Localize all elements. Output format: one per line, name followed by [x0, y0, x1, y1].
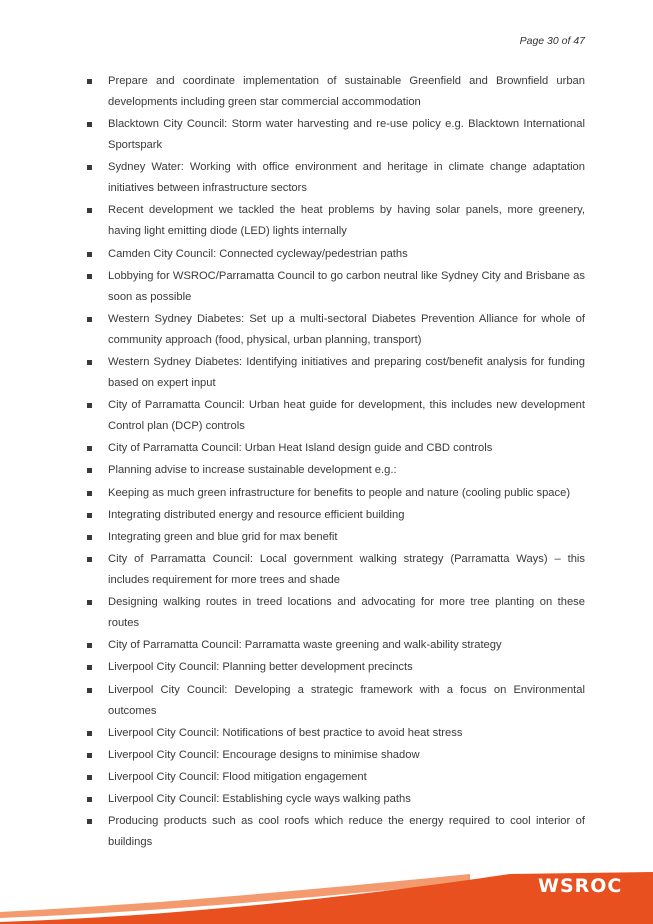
- list-item-text: Recent development we tackled the heat problems by having solar panels, more greenery, having light emitting diode (LED) lights internally: [108, 204, 585, 238]
- list-item-text: Western Sydney Diabetes: Set up a multi-sectoral Diabetes Prevention Alliance for whole of community approach (food, physical, urban planning, transport): [108, 312, 585, 346]
- list-item-text: Lobbying for WSROC/Parramatta Council to go carbon neutral like Sydney City and Brisbane as soon as possible: [108, 269, 585, 303]
- list-item-text: City of Parramatta Council: Parramatta waste greening and walk-ability strategy: [108, 639, 502, 652]
- bullet-icon: [87, 274, 92, 279]
- list-item-text: Blacktown City Council: Storm water harvesting and re-use policy e.g. Blacktown International Sportspark: [108, 118, 585, 152]
- list-item-text: Liverpool City Council: Encourage designs to minimise shadow: [108, 748, 420, 761]
- bullet-icon: [87, 317, 92, 322]
- bullet-icon: [87, 79, 92, 84]
- list-item-text: Producing products such as cool roofs which reduce the energy required to cool interior of buildings: [108, 815, 585, 849]
- list-item-text: Planning advise to increase sustainable development e.g.:: [108, 464, 397, 477]
- list-item: [87, 395, 585, 437]
- bullet-icon: [87, 557, 92, 562]
- bullet-icon: [87, 535, 92, 540]
- list-item-text: Integrating green and blue grid for max benefit: [108, 530, 338, 543]
- list-item: [87, 460, 585, 481]
- bullet-icon: [87, 819, 92, 824]
- list-item: [87, 438, 585, 459]
- list-item: [87, 71, 585, 113]
- list-item-text: Liverpool City Council: Flood mitigation engagement: [108, 770, 367, 783]
- bullet-icon: [87, 600, 92, 605]
- bullet-icon: [87, 446, 92, 451]
- list-item: [87, 266, 585, 308]
- list-item-text: Liverpool City Council: Notifications of best practice to avoid heat stress: [108, 726, 463, 739]
- list-item-text: Prepare and coordinate implementation of sustainable Greenfield and Brownfield urban developments including green star commercial accommodation: [108, 75, 585, 108]
- list-item: [87, 549, 585, 591]
- bullet-icon: [87, 165, 92, 170]
- bullet-icon: [87, 122, 92, 127]
- list-item: [87, 635, 585, 656]
- wsroc-logo: WSROC: [538, 875, 623, 897]
- list-item: [87, 745, 585, 766]
- list-item-text: Liverpool City Council: Developing a strategic framework with a focus on Environmental outcomes: [108, 683, 585, 717]
- list-item-text: Integrating distributed energy and resource efficient building: [108, 508, 405, 521]
- list-item: [87, 789, 585, 810]
- bullet-icon: [87, 360, 92, 365]
- list-item-text: Western Sydney Diabetes: Identifying initiatives and preparing cost/benefit analysis for funding based on expert input: [108, 355, 585, 389]
- list-item: [87, 483, 585, 504]
- list-item: [87, 200, 585, 242]
- list-item-text: Camden City Council: Connected cycleway/pedestrian paths: [108, 247, 408, 260]
- bullet-icon: [87, 252, 92, 257]
- list-item-text: Liverpool City Council: Establishing cycle ways walking paths: [108, 793, 411, 806]
- list-item: [87, 680, 585, 722]
- list-item: [87, 244, 585, 265]
- list-item-text: Liverpool City Council: Planning better development precincts: [108, 661, 413, 674]
- list-item-text: Sydney Water: Working with office environment and heritage in climate change adaptation initiatives between infrastructure sectors: [108, 161, 585, 195]
- list-item: [87, 114, 585, 156]
- list-item: [87, 767, 585, 788]
- list-item-text: City of Parramatta Council: Local government walking strategy (Parramatta Ways) – this includes requirement for more trees and shade: [108, 552, 585, 586]
- bullet-icon: [87, 665, 92, 670]
- bullet-icon: [87, 797, 92, 802]
- bullet-icon: [87, 491, 92, 496]
- bullet-icon: [87, 643, 92, 648]
- bullet-icon: [87, 775, 92, 780]
- list-item: [87, 657, 585, 678]
- bullet-icon: [87, 513, 92, 518]
- page-number: Page 30 of 47: [519, 35, 585, 47]
- list-item: [87, 723, 585, 744]
- list-item-text: Designing walking routes in treed locations and advocating for more tree planting on these routes: [108, 596, 585, 630]
- bullet-icon: [87, 731, 92, 736]
- bullet-icon: [87, 403, 92, 408]
- list-item-text: City of Parramatta Council: Urban heat guide for development, this includes new development Control plan (DCP) controls: [108, 399, 585, 433]
- list-item: [87, 505, 585, 526]
- list-item: [87, 592, 585, 634]
- bullet-icon: [87, 468, 92, 473]
- list-item-text: Keeping as much green infrastructure for benefits to people and nature (cooling public space): [108, 486, 571, 499]
- list-item: [87, 309, 585, 351]
- bullet-icon: [87, 688, 92, 693]
- list-item-text: City of Parramatta Council: Urban Heat Island design guide and CBD controls: [108, 442, 493, 455]
- list-item: [87, 527, 585, 548]
- bullet-icon: [87, 753, 92, 758]
- list-item: [87, 811, 585, 853]
- list-item: [87, 157, 585, 199]
- list-item: [87, 352, 585, 394]
- bullet-list: [87, 71, 585, 854]
- bullet-icon: [87, 208, 92, 213]
